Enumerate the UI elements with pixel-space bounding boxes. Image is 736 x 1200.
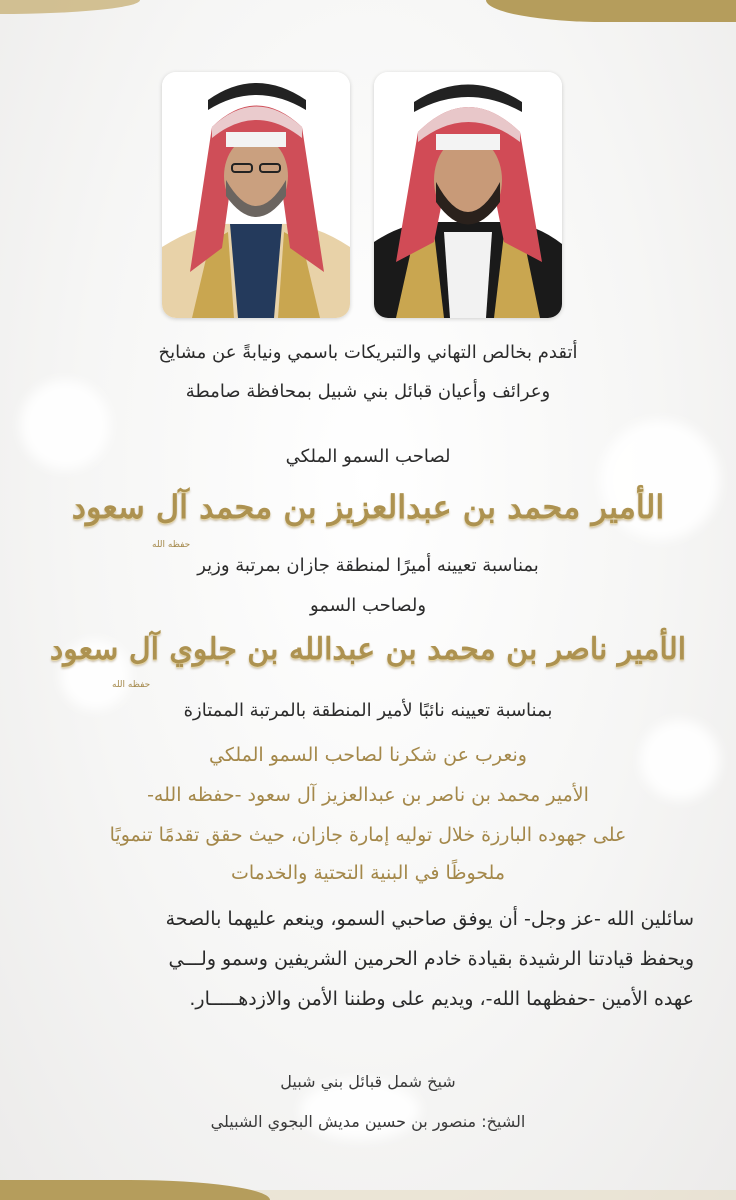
portrait-prince-left [162, 72, 350, 318]
honorific-second: ولصاحب السمو [309, 595, 427, 616]
thanks-line-1: ونعرب عن شكرنا لصاحب السمو الملكي [209, 744, 527, 766]
thanks-line-3: على جهوده البارزة خلال توليه إمارة جازان، حيث حقق تقدمًا تنمويًا [109, 824, 627, 846]
top-gold-band-left [0, 0, 140, 14]
thanks-line-2: الأمير محمد بن ناصر بن عبدالعزيز آل سعود -حفظه الله- [147, 784, 589, 806]
intro-line-1: أتقدم بخالص التهاني والتبريكات باسمي ونيابةً عن مشايخ [158, 342, 578, 363]
top-gold-band [486, 0, 736, 22]
prince-1-blessing: حفظه الله [152, 540, 191, 550]
honorific-royal: لصاحب السمو الملكي [285, 446, 451, 467]
prince-1-occasion: بمناسبة تعيينه أميرًا لمنطقة جازان بمرتبة وزير [197, 555, 539, 576]
signature-title: شيخ شمل قبائل بني شبيل [280, 1072, 456, 1091]
signature-name: الشيخ: منصور بن حسين مديش البجوي الشبيلي [210, 1112, 526, 1131]
bottom-gold-band [0, 1180, 270, 1200]
prayer-line-1: سائلين الله -عز وجل- أن يوفق صاحبي السمو، وينعم عليهما بالصحة [165, 908, 694, 930]
prayer-line-2: ويحفظ قيادتنا الرشيدة بقيادة خادم الحرمين الشريفين وسمو ولـــي [168, 948, 694, 970]
prince-2-occasion: بمناسبة تعيينه نائبًا لأمير المنطقة بالمرتبة الممتازة [183, 700, 553, 721]
portrait-prince-right [374, 72, 562, 318]
portrait-illustration-left [162, 72, 350, 318]
prayer-line-3: عهده الأمين -حفظهما الله-، ويديم على وطننا الأمن والازدهـــــار. [189, 988, 694, 1010]
prince-2-name: الأمير ناصر بن محمد بن عبدالله بن جلوي آل سعود [49, 632, 687, 667]
thanks-line-4: ملحوظًا في البنية التحتية والخدمات [230, 862, 506, 884]
prince-1-name: الأمير محمد بن عبدالعزيز بن محمد آل سعود [71, 488, 665, 526]
intro-line-2: وعرائف وأعيان قبائل بني شبيل بمحافظة صامطة [185, 381, 551, 402]
portrait-illustration-right [374, 72, 562, 318]
prince-2-blessing: حفظه الله [112, 680, 151, 690]
